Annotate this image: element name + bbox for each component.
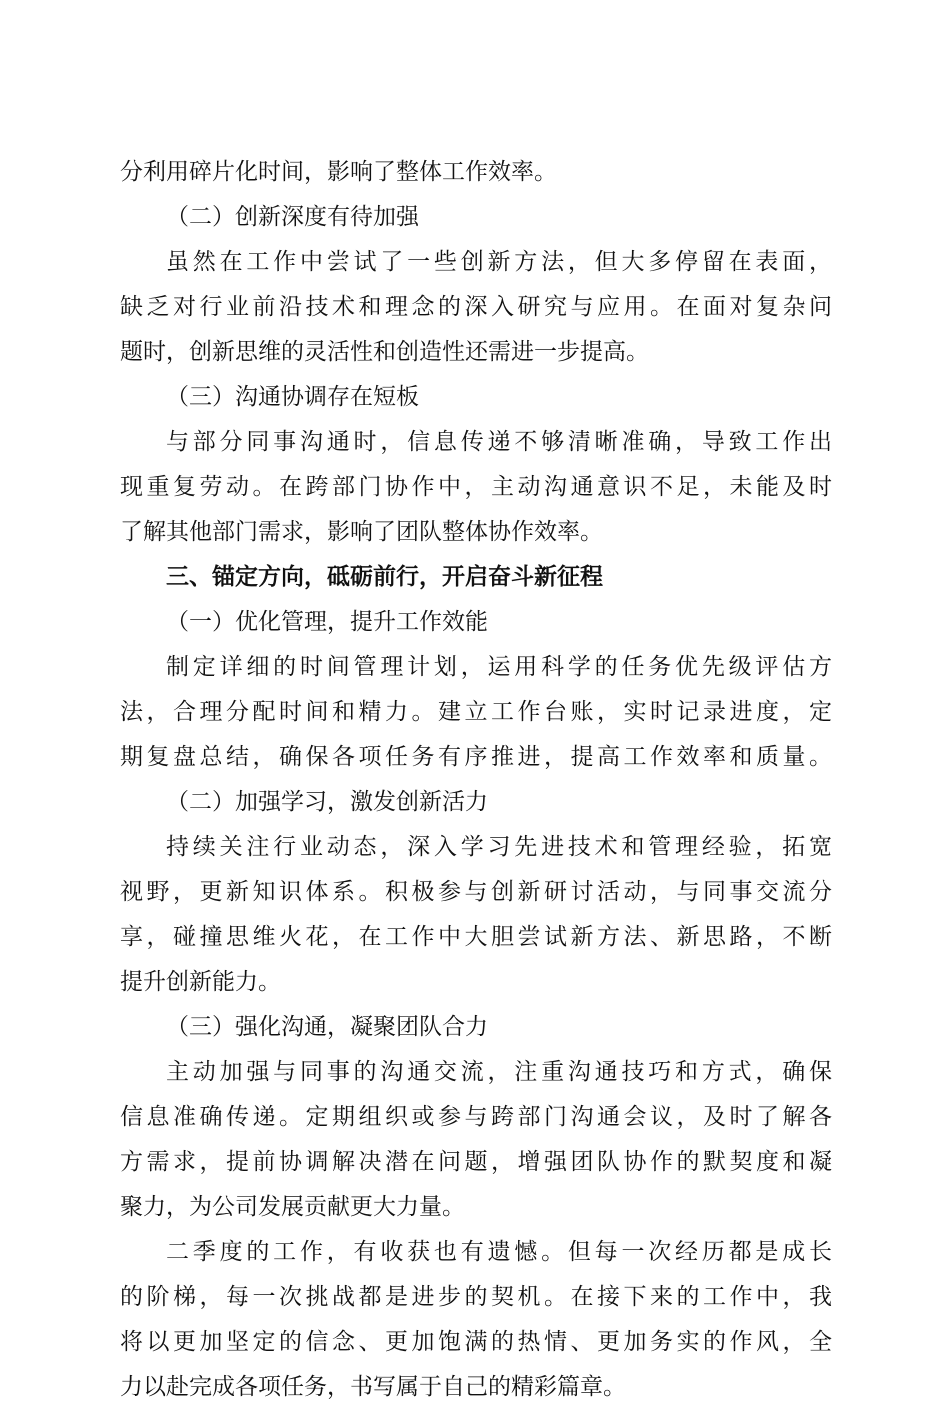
text-line: 方需求，提前协调解决潜在问题，增强团队协作的默契度和凝 (120, 1149, 832, 1175)
text-line: 缺乏对行业前沿技术和理念的深入研究与应用。在面对复杂问 (120, 294, 832, 320)
subsection-heading: （三）强化沟通，凝聚团队合力 (166, 1014, 488, 1040)
paragraph-first-line: 二季度的工作，有收获也有遗憾。但每一次经历都是成长 (166, 1239, 832, 1265)
text-line: 题时，创新思维的灵活性和创造性还需进一步提高。 (120, 339, 649, 365)
text-line: 信息准确传递。定期组织或参与跨部门沟通会议，及时了解各 (120, 1104, 832, 1130)
text-line: 法，合理分配时间和精力。建立工作台账，实时记录进度，定 (120, 699, 832, 725)
paragraph-first-line: 制定详细的时间管理计划，运用科学的任务优先级评估方 (166, 654, 832, 680)
text-line: 聚力，为公司发展贡献更大力量。 (120, 1194, 465, 1220)
paragraph-first-line: 与部分同事沟通时，信息传递不够清晰准确，导致工作出 (166, 429, 832, 455)
text-line: 现重复劳动。在跨部门协作中，主动沟通意识不足，未能及时 (120, 474, 832, 500)
text-line: 视野，更新知识体系。积极参与创新研讨活动，与同事交流分 (120, 879, 832, 905)
text-line: 期复盘总结，确保各项任务有序推进，提高工作效率和质量。 (120, 744, 832, 770)
subsection-heading: （一）优化管理，提升工作效能 (166, 609, 488, 635)
section-heading: 三、锚定方向，砥砺前行，开启奋斗新征程 (166, 564, 603, 590)
text-line: 力以赴完成各项任务，书写属于自己的精彩篇章。 (120, 1374, 626, 1400)
text-line: 享，碰撞思维火花，在工作中大胆尝试新方法、新思路，不断 (120, 924, 832, 950)
text-line: 将以更加坚定的信念、更加饱满的热情、更加务实的作风，全 (120, 1329, 832, 1355)
subsection-heading: （二）加强学习，激发创新活力 (166, 789, 488, 815)
paragraph-first-line: 虽然在工作中尝试了一些创新方法，但大多停留在表面， (166, 249, 832, 275)
paragraph-first-line: 持续关注行业动态，深入学习先进技术和管理经验，拓宽 (166, 834, 832, 860)
subsection-heading: （二）创新深度有待加强 (166, 204, 419, 230)
paragraph-first-line: 主动加强与同事的沟通交流，注重沟通技巧和方式，确保 (166, 1059, 832, 1085)
document-body (120, 150, 832, 1410)
text-line: 分利用碎片化时间，影响了整体工作效率。 (120, 159, 557, 185)
text-line: 的阶梯，每一次挑战都是进步的契机。在接下来的工作中，我 (120, 1284, 832, 1310)
subsection-heading: （三）沟通协调存在短板 (166, 384, 419, 410)
text-line: 提升创新能力。 (120, 969, 281, 995)
text-line: 了解其他部门需求，影响了团队整体协作效率。 (120, 519, 603, 545)
